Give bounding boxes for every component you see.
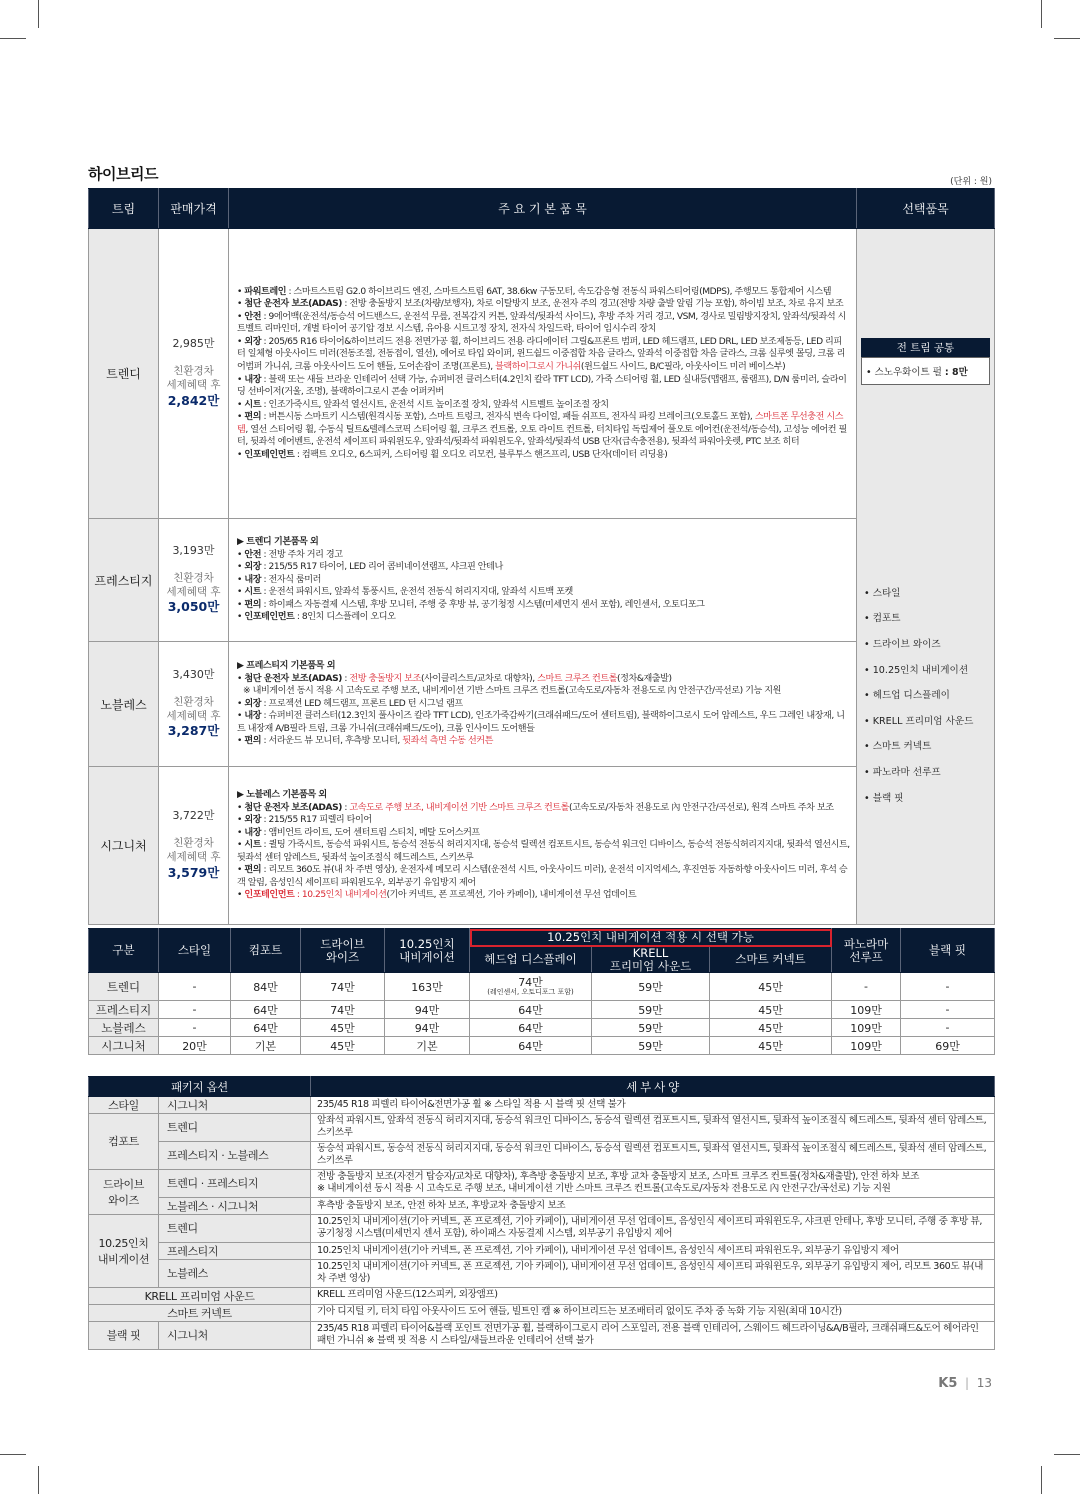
package-category: 10.25인치 내비게이션 [89,1214,159,1287]
common-options-header: 전 트림 공통 [861,338,990,357]
package-desc: 10.25인치 내비게이션(기아 커넥트, 폰 프로젝션, 기아 카페이), 내비게이션 무선 업데이트, 음성인식 세이프티 파워윈도우, 외부공기 유입방지 제어, 리모트 360도 뷰(내 차 주변 영상) [311,1259,995,1287]
page-footer: K5 | 13 [938,1376,992,1391]
package-desc: 235/45 R18 피렐리 타이어&블랙 포인트 전면가공 휠, 블랙하이그로시 리어 스포일러, 전용 블랙 인테리어, 스웨이드 헤드라이닝&A/B필라, 크래쉬패드&도어 헤어라인 패턴 가니쉬 ※ 블랙 핏 적용 시 스타일/새들브라운 인테리어 선택 불가 [311,1321,995,1349]
cell-style: - [159,973,231,1001]
list-item: • 첨단 운전자 보조(ADAS) : 전방 충돌방지 보조(사이클리스트/교차로 대향차), 스마트 크루즈 컨트롤(정차&재출발) [237,673,672,684]
list-item: • 내장 : 슈퍼비전 클러스터(12.3인치 풀사이즈 칼라 TFT LCD), 인조가죽감싸기(크래쉬패드/도어 센터트림), 블랙하이그로시 도어 암레스트, 우드 그레인 내장재, 니트 내장재 A/B필라 트림, 크롬 가니쉬(크래쉬패드/도어), 크롬 인사이드 도어핸들 [237,711,845,734]
cell-smart-connect: 45만 [710,1001,832,1019]
table-row [89,1287,995,1304]
cell-hud: 64만 [470,1037,592,1055]
header-hud: 헤드업 디스플레이 [470,947,592,973]
cell-panorama: 109만 [832,1019,901,1037]
row-trim: 시그니처 [89,1037,159,1055]
package-desc: 앞좌석 파워시트, 앞좌석 전동식 허리지지대, 동승석 워크인 디바이스, 동승석 릴렉션 컴포트시트, 뒷좌석 열선시트, 뒷좌석 높이조절식 헤드레스트, 뒷좌석 센터 암레스트, 스키쓰루 [311,1114,995,1142]
list-item: • 외장 : 205/65 R16 타이어&하이브리드 전용 전면가공 휠, 하이브리드 전용 라디에이터 그릴&프론트 범퍼, LED 헤드램프, LED DRL, LED 보조제동등, LED 리피터 일체형 아웃사이드 미러(전동조절, 전동접이, 열선), 에어로 타입 와이퍼, 윈드쉴드 이중접합 차음 글라스, 앞좌석 이중접합 차음 글라스, 크롬 실루엣 몰딩, 크롬 리어범퍼 가니쉬, 크롬 아웃사이드 도어 핸들, 도어손잡이 조명(프론트), 블랙하이그로시 가니쉬(윈드쉴드 사이드, B/C필라, 아웃사이드 미러 베이스부) [237,336,845,372]
cell-panorama: 109만 [832,1001,901,1019]
cell-comfort: 64만 [231,1019,301,1037]
cell-drive-wise: 74만 [301,973,385,1001]
feature-list [229,229,857,519]
base-note: ▶ 트렌디 기본품목 외 [237,537,319,548]
cell-drive-wise: 45만 [301,1019,385,1037]
cell-drive-wise: 74만 [301,1001,385,1019]
list-item: • 외장 : 215/55 R17 피렐리 타이어 [237,815,372,826]
header-krell: KRELL 프리미엄 사운드 [592,947,710,973]
table-row [89,1197,995,1214]
cell-krell: 59만 [592,1001,710,1019]
list-item: • 외장 : 215/55 R17 타이어, LED 리어 콤비네이션램프, 샤크핀 안테나 [237,562,503,573]
cell-style: - [159,1019,231,1037]
package-trim: 프레스티지 [159,1242,311,1259]
cell-comfort: 64만 [231,1001,301,1019]
list-item: • 시트 : 인조가죽시트, 앞좌석 열선시트, 운전석 시트 높이조절 장치, 앞좌석 시트벨트 높이조절 장치 [237,399,609,410]
table-row [89,1304,995,1321]
section-title: 하이브리드 [88,165,158,183]
table-row [89,1141,995,1169]
options-column [857,229,995,925]
header-comfort: 컴포트 [231,929,301,973]
list-item: • 첨단 운전자 보조(ADAS) : 전방 충돌방지 보조(차량/보행자), 차로 이탈방지 보조, 운전자 주의 경고(전방 차량 출발 알림 기능 포함), 하이빔 보조, 차로 유지 보조 [237,299,844,310]
trim-price: 3,430만 친환경차 세제혜택 후 3,287만 [159,642,229,767]
table-row [89,1242,995,1259]
trim-name: 노블레스 [89,642,159,767]
cell-smart-connect: 45만 [710,1019,832,1037]
header-options: 선택품목 [857,189,995,229]
header-category: 구분 [89,929,159,973]
cell-black-fit: 69만 [901,1037,995,1055]
package-desc: 10.25인치 내비게이션(기아 커넥트, 폰 프로젝션, 기아 카페이), 내비게이션 무선 업데이트, 음성인식 세이프티 파워윈도우, 외부공기 유입방지 제어 [311,1242,995,1259]
package-trim: 트렌디 [159,1214,311,1242]
package-category: 스마트 커넥트 [89,1304,311,1321]
header-style: 스타일 [159,929,231,973]
cell-hud: 74만 (레인센서, 오토디포그 포함) [470,973,592,1001]
package-header-row [89,1077,995,1097]
cell-hud: 64만 [470,1001,592,1019]
cell-navigation: 94만 [385,1001,470,1019]
package-trim: 시그니처 [159,1321,311,1349]
page-number: 13 [976,1376,992,1390]
package-trim: 노블레스 [159,1259,311,1287]
trim-price: 3,193만 친환경차 세제혜택 후 3,050만 [159,519,229,642]
list-item: • 블랙 핏 [864,792,904,804]
package-trim: 프레스티지 · 노블레스 [159,1141,311,1169]
list-item: • 내장 : 전자식 룸미러 [237,574,321,585]
package-trim: 트렌디 · 프레스티지 [159,1169,311,1197]
trim-features-table [88,188,995,925]
header-price: 판매가격 [159,189,229,229]
list-item: • 첨단 운전자 보조(ADAS) : 고속도로 주행 보조, 내비게이션 기반 스마트 크루즈 컨트롤(고속도로/자동차 전용도로 內 안전구간/곡선로), 원격 스마트 주차 보조 [237,802,834,813]
list-item: • 인포테인먼트 : 8인치 디스플레이 오디오 [237,612,396,623]
package-desc: 후측방 충돌방지 보조, 안전 하차 보조, 후방교차 충돌방지 보조 [311,1197,995,1214]
package-category: 컴포트 [89,1114,159,1170]
header-drive-wise: 드라이브 와이즈 [301,929,385,973]
cell-style: 20만 [159,1037,231,1055]
feature-list [229,519,857,642]
package-desc: 235/45 R18 피렐리 타이어&전면가공 휠 ※ 스타일 적용 시 블랙 핏 선택 불가 [311,1097,995,1114]
list-item: • 편의 : 서라운드 뷰 모니터, 후측방 모니터, 뒷좌석 측면 수동 선커튼 [237,736,493,747]
table-header-row [89,189,995,229]
trim-row-trendy [89,229,995,519]
cell-navigation: 163만 [385,973,470,1001]
list-item: • 시트 : 퀼팅 가죽시트, 동승석 파워시트, 동승석 전동식 허리지지대, 동승석 릴렉션 컴포트시트, 동승석 워크인 디바이스, 동승석 전동식허리지지대, 뒷좌석 열선시트, 뒷좌석 센터 암레스트, 뒷좌석 높이조절식 헤드레스트, 스키쓰루 [237,840,850,863]
list-item: • 편의 : 하이패스 자동결제 시스템, 후방 모니터, 주행 중 후방 뷰, 공기청정 시스템(미세먼지 센서 포함), 레인센서, 오토디포그 [237,599,705,610]
list-item: • 스마트 커넥트 [864,741,932,753]
list-item: • 10.25인치 내비게이션 [864,664,969,676]
trim-name: 프레스티지 [89,519,159,642]
option-list [861,585,990,815]
header-navigation: 10.25인치 내비게이션 [385,929,470,973]
list-item: • KRELL 프리미엄 사운드 [864,715,974,727]
package-desc: 10.25인치 내비게이션(기아 커넥트, 폰 프로젝션, 기아 카페이), 내비게이션 무선 업데이트, 음성인식 세이프티 파워윈도우, 샤크핀 안테나, 후방 모니터, 주행 중 후방 뷰, 공기청정 시스템(미세먼지 센서 포함), 하이패스 자동결제 시스템, 외부공기 유입방지 제어 [311,1214,995,1242]
list-item: • 헤드업 디스플레이 [864,690,950,702]
cell-navigation: 기본 [385,1037,470,1055]
header-nav-group: 10.25인치 내비게이션 적용 시 선택 가능 [470,929,832,947]
package-trim: 시그니처 [159,1097,311,1114]
list-item: • 파워트레인 : 스마트스트림 G2.0 하이브리드 엔진, 스마트스트림 6AT, 38.6kw 구동모터, 속도감응형 전동식 파워스티어링(MDPS), 주행모드 통합제어 시스템 [237,286,832,297]
table-row [89,1001,995,1019]
cell-smart-connect: 45만 [710,1037,832,1055]
unit-label: (단위 : 원) [950,177,992,187]
header-panorama: 파노라마 선루프 [832,929,901,973]
model-name: K5 [938,1376,958,1391]
package-category: 블랙 핏 [89,1321,159,1349]
list-item: • 컴포트 [864,613,901,625]
cell-hud: 64만 [470,1019,592,1037]
trim-price: 3,722만 친환경차 세제혜택 후 3,579만 [159,767,229,925]
table-row [89,1097,995,1114]
cell-black-fit: - [901,1001,995,1019]
header-detail: 세 부 사 양 [311,1077,995,1097]
row-trim: 프레스티지 [89,1001,159,1019]
list-item: • 편의 : 버튼시동 스마트키 시스템(원격시동 포함), 스마트 트렁크, 전자식 변속 다이얼, 패들 쉬프트, 전자식 파킹 브레이크(오토홀드 포함), 스마트폰 무선충전 시스템, 열선 스티어링 휠, 수동식 틸트&텔레스코픽 스티어링 휠, 크루즈 컨트롤, 오토 라이트 컨트롤, 터치타입 독립제어 풀오토 에어컨(운전석/동승석), 고성능 에어컨 필터, 뒷좌석 에어벤트, 운전석 세이프티 파워윈도우, 앞좌석/뒷좌석 파워윈도우, 앞좌석/뒷좌석 USB 단자(급속충전용), 뒷좌석 파워아웃렛, PTC 보조 히터 [237,412,847,448]
cell-krell: 59만 [592,1037,710,1055]
list-item: • 편의 : 리모트 360도 뷰(내 차 주변 영상), 운전자세 메모리 시스템(운전석 시트, 아웃사이드 미러), 운전석 이지억세스, 후진연동 자동하향 아웃사이드 미러, 후석 승객 알림, 음성인식 세이프티 파워윈도우, 외부공기 유입방지 제어 [237,865,848,888]
package-category: 스타일 [89,1097,159,1114]
list-item: • 스타일 [864,587,901,599]
row-trim: 노블레스 [89,1019,159,1037]
package-desc: KRELL 프리미엄 사운드(12스피커, 외장앰프) [311,1287,995,1304]
list-item: • 안전 : 9에어백(운전석/동승석 어드밴스드, 운전석 무릎, 전복감지 커튼, 앞좌석/뒷좌석 사이드), 후방 주차 거리 경고, VSM, 경사로 밀림방지장치, 앞좌석/뒷좌석 시트벨트 리마인더, 개별 타이어 공기압 경보 시스템, 유아용 시트고정 장치, 전자식 차일드락, 타이어 임시수리 장치 [237,311,846,335]
list-item: ※ 내비게이션 동시 적용 시 고속도로 주행 보조, 내비게이션 기반 스마트 크루즈 컨트롤(고속도로/자동차 전용도로 內 안전구간/곡선로) 기능 지원 [243,686,781,697]
package-table [88,1076,995,1350]
package-desc: 기아 디지털 키, 터치 타입 아웃사이드 도어 핸들, 빌트인 캠 ※ 하이브리드는 보조배터리 없이도 주차 중 녹화 기능 지원(최대 10시간) [311,1304,995,1321]
option-price-table [88,928,995,1055]
feature-list [229,642,857,767]
header-smart-connect: 스마트 커넥트 [710,947,832,973]
table-row [89,1259,995,1287]
list-item: • 시트 : 운전석 파워시트, 앞좌석 통풍시트, 운전석 전동식 허리지지대, 앞좌석 시트백 포켓 [237,587,573,598]
cell-comfort: 84만 [231,973,301,1001]
cell-panorama: 109만 [832,1037,901,1055]
cell-black-fit: - [901,1019,995,1037]
package-trim: 트렌디 [159,1114,311,1142]
list-item: • 인포테인먼트 : 컴팩트 오디오, 6스피커, 스티어링 휠 오디오 리모컨, 블루투스 핸즈프리, USB 단자(데이터 리딩용) [237,449,668,460]
table-row [89,1114,995,1142]
cell-krell: 59만 [592,1019,710,1037]
trim-price: 2,985만 친환경차 세제혜택 후 2,842만 [159,229,229,519]
package-desc: 전방 충돌방지 보조(자전거 탑승자/교차로 대향차), 후측방 충돌방지 보조, 후방 교차 충돌방지 보조, 스마트 크루즈 컨트롤(정차&재출발), 안전 하차 보조 ※ 내비게이션 동시 적용 시 고속도로 주행 보조, 내비게이션 기반 스마트 크루즈 컨트롤(고속도로/자동차 전용도로 內 안전구간/곡선로) 기능 지원 [311,1169,995,1197]
base-note: ▶ 프레스티지 기본품목 외 [237,661,336,672]
table-row [89,1037,995,1055]
trim-name: 트렌디 [89,229,159,519]
cell-black-fit: - [901,973,995,1001]
header-features: 주 요 기 본 품 목 [229,189,857,229]
price-header-row [89,929,995,947]
table-row [89,1214,995,1242]
table-row [89,1019,995,1037]
cell-comfort: 기본 [231,1037,301,1055]
cell-style: - [159,1001,231,1019]
list-item: • 외장 : 프로젝션 LED 헤드램프, 프론트 LED 턴 시그널 램프 [237,698,463,709]
cell-drive-wise: 45만 [301,1037,385,1055]
package-trim: 노블레스 · 시그니처 [159,1197,311,1214]
list-item: • 파노라마 선루프 [864,766,941,778]
header-package: 패키지 옵션 [89,1077,311,1097]
cell-krell: 59만 [592,973,710,1001]
header-black-fit: 블랙 핏 [901,929,995,973]
package-category: 드라이브 와이즈 [89,1169,159,1214]
table-row [89,1321,995,1349]
list-item: • 내장 : 앰비언트 라이트, 도어 센터트림 스티치, 메탈 도어스커프 [237,827,480,838]
common-option: • 스노우화이트 펄 : 8만 [861,357,990,385]
list-item: • 인포테인먼트 : 10.25인치 내비게이션(기아 커넥트, 폰 프로젝션, 기아 카페이), 내비게이션 무선 업데이트 [237,890,637,901]
list-item: • 드라이브 와이즈 [864,639,941,651]
base-note: ▶ 노블레스 기본품목 외 [237,790,327,801]
table-row [89,973,995,1001]
cell-navigation: 94만 [385,1019,470,1037]
row-trim: 트렌디 [89,973,159,1001]
feature-list [229,767,857,925]
table-row [89,1169,995,1197]
cell-smart-connect: 45만 [710,973,832,1001]
header-trim: 트림 [89,189,159,229]
cell-panorama: - [832,973,901,1001]
package-desc: 동승석 파워시트, 동승석 전동식 허리지지대, 동승석 워크인 디바이스, 동승석 릴렉션 컴포트시트, 뒷좌석 열선시트, 뒷좌석 높이조절식 헤드레스트, 뒷좌석 센터 암레스트, 스키쓰루 [311,1141,995,1169]
list-item: • 안전 : 전방 주차 거리 경고 [237,549,343,560]
list-item: • 내장 : 블랙 또는 새들 브라운 인테리어 선택 가능, 슈퍼비전 클러스터(4.2인치 칼라 TFT LCD), 가죽 스티어링 휠, LED 실내등(맵램프, 룸램프), D/N 룸미러, 슬라이딩 선바이저(거울, 조명), 블랙하이그로시 콘솔 어퍼커버 [237,374,847,398]
trim-name: 시그니처 [89,767,159,925]
package-category: KRELL 프리미엄 사운드 [89,1287,311,1304]
